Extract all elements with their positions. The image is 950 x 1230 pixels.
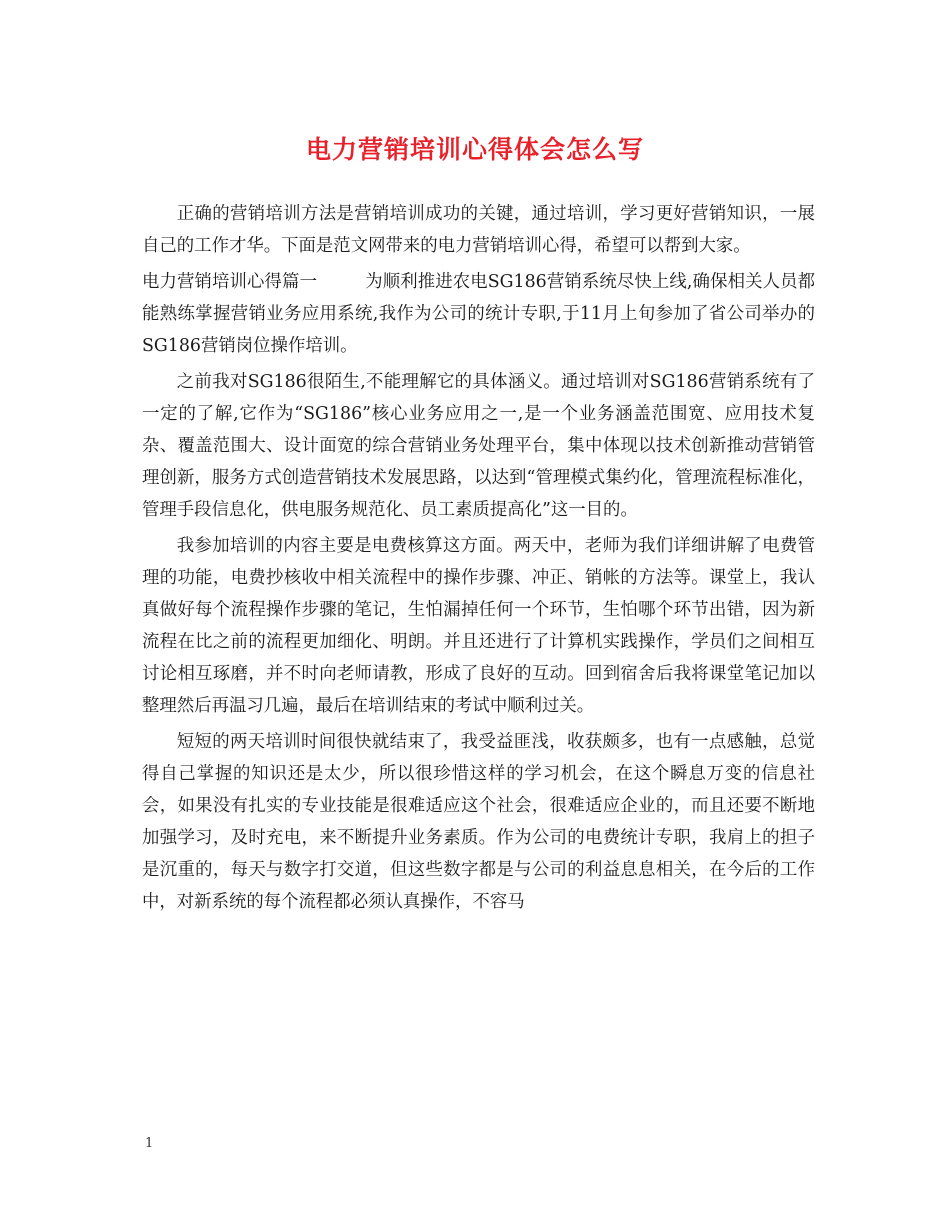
intro-paragraph: 正确的营销培训方法是营销培训成功的关键，通过培训，学习更好营销知识，一展自己的工作才华。下面是范文网带来的电力营销培训心得，希望可以帮到大家。 bbox=[142, 204, 815, 256]
body-paragraph-1: 之前我对SG186很陌生,不能理解它的具体涵义。通过培训对SG186营销系统有了一定的了解,它作为“SG186”核心业务应用之一,是一个业务涵盖范围宽、应用技术复杂、覆盖范围大、设计面宽的综合营销业务处理平台，集中体现以技术创新推动营销管理创新，服务方式创造营销技术发展思路，以达到“管理模式集约化，管理流程标准化，管理手段信息化，供电服务规范化、员工素质提高化”这一目的。 bbox=[142, 372, 815, 520]
document-title: 电力营销培训心得体会怎么写 bbox=[305, 135, 644, 164]
body-paragraph-2: 我参加培训的内容主要是电费核算这方面。两天中，老师为我们详细讲解了电费管理的功能，电费抄核收中相关流程中的操作步骤、冲正、销帐的方法等。课堂上，我认真做好每个流程操作步骤的笔记，生怕漏掉任何一个环节，生怕哪个环节出错，因为新流程在比之前的流程更加细化、明朗。并且还进行了计算机实践操作，学员们之间相互讨论相互琢磨，并不时向老师请教，形成了良好的互动。回到宿舍后我将课堂笔记加以整理然后再温习几遍，最后在培训结束的考试中顺利过关。 bbox=[142, 536, 815, 716]
document-body bbox=[142, 198, 815, 922]
page-number: 1 bbox=[145, 1136, 154, 1151]
section-label: 电力营销培训心得篇一 bbox=[142, 272, 318, 292]
section-paragraph bbox=[142, 266, 815, 362]
body-paragraph-3: 短短的两天培训时间很快就结束了，我受益匪浅，收获颇多，也有一点感触，总觉得自己掌握的知识还是太少，所以很珍惜这样的学习机会，在这个瞬息万变的信息社会，如果没有扎实的专业技能是很难适应这个社会，很难适应企业的，而且还要不断地加强学习，及时充电，来不断提升业务素质。作为公司的电费统计专职，我肩上的担子是沉重的，每天与数字打交道，但这些数字都是与公司的利益息息相关，在今后的工作中，对新系统的每个流程都必须认真操作，不容马 bbox=[142, 732, 815, 912]
section-first-text: 为顺利推进农电SG186营销系统尽快上线,确保相关人员都能熟练掌握营销业务应用系统,我作为公司的统计专职,于11月上旬参加了省公司举办的SG186营销岗位操作培训。 bbox=[142, 272, 815, 356]
